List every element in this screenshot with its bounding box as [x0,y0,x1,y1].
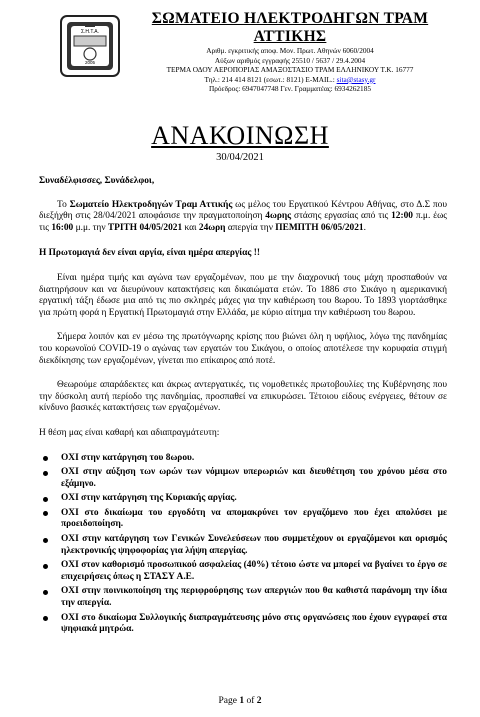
may-day-headline: Η Πρωτομαγιά δεν είναι αργία, είναι ημέρα απεργίας !! [39,248,260,259]
logo-abbrev: Σ.Η.Τ.Α. [80,29,100,35]
logo-year: 2005 [84,60,96,65]
list-item: ΟΧΙ στην ποινικοποίηση της περιφρούρησης των απεργιών που θα καθιστά παράνομη την ίδια την απεργία. [39,586,447,609]
phone-text: Τηλ.: 214 414 8121 (εσωτ.: 8121) E-MAIL.: [204,74,335,84]
paragraph-position: Η θέση μας είναι καθαρή και αδιαπραγμάτευτη: [39,427,220,438]
bullet-icon [43,538,48,543]
announcement-title: ΑΝΑΚΟΙΝΩΣΗ [151,121,329,150]
email-link[interactable]: sita@stasy.gr [336,74,376,84]
bullet-icon [43,590,48,595]
list-item: ΟΧΙ στην κατάργηση της Κυριακής αργίας. [39,493,447,505]
list-item: ΟΧΙ στην κατάργηση των Γενικών Συνελεύσεων που συμμετέχουν οι εργαζόμενοι και ορισμός ηλεκτρονικής ψηφοφορίας για λήψη απεργίας. [39,534,447,557]
page-footer: Page 1 of 2 [218,696,262,706]
org-title: ΣΩΜΑΤΕΙΟ ΗΛΕΚΤΡΟΔΗΓΩΝ ΤΡΑΜ ΑΤΤΙΚΗΣ [151,10,429,45]
officers-line: Πρόεδρος: 6947047748 Γεν. Γραμματέας: 6934262185 [208,84,371,94]
approval-line: Αριθμ. εγκριτικής αποφ. Μον. Πρωτ. Αθηνών 6060/2004 [206,46,374,55]
bullet-icon [43,564,48,569]
bullet-icon [43,497,48,502]
paragraph-government: Θεωρούμε απαράδεκτες και άκρως αντεργατικές, τις νομοθετικές πρωτοβουλίες της Κυβέρνησης που την δύσκολη αυτή περίοδο της πανδημίας, προσπαθεί να επικυρώσει. Τέτοιου είδους ενέργειες, θέτουν σε κίνδυνο βασικές κατακτήσεις των εργαζομένων. [39,380,447,414]
union-logo [59,14,121,78]
greeting: Συναδέλφισσες, Συνάδελφοι, [39,176,155,186]
bullet-icon [43,616,48,621]
registration-line: Αύξων αριθμός εγγραφής 25510 / 5637 / 29.4.2004 [214,55,366,65]
letterhead [130,10,450,94]
list-item: ΟΧΙ στην κατάργηση του 8ωρου. [39,453,447,465]
bullet-icon [43,471,48,476]
list-item: ΟΧΙ στον καθορισμό προσωπικού ασφαλείας (40%) τέτοιο ώστε να μπορεί να βγαίνει το έργο σε επιχειρήσεις όπως η ΣΤΑΣΥ Α.Ε. [39,560,447,583]
paragraph-history: Είναι ημέρα τιμής και αγώνα των εργαζομένων, που με την διαχρονική τους μάχη προσπαθούν να διατηρήσουν και να διευρύνουν κατακτήσεις και δικαιώματα ετών. Το 1886 στο Σικάγο η αμερικανική εργατική τάξη έδωσε μια από τις πιο σκληρές μάχες για την καθιέρωση του 8ωρου. Το 1893 γιορτάσθηκε για πρώτη φορά η Εργατική Πρωτομαγιά στην Ελλάδα, με κύριο αίτημα την καθιέρωση του 8ωρου. [39,272,447,318]
demands-list [39,453,447,636]
announcement-body [39,176,447,639]
announcement-date: 30/04/2021 [216,152,264,163]
bullet-icon [43,511,48,516]
paragraph-pandemic: Σήμερα λοιπόν και εν μέσω της πρωτόγνωρης κρίσης που βιώνει όλη η υφήλιος, λόγω της πανδημίας του κορωνοϊού COVID-19 ο αγώνας των εργατών του Σικάγου, ο οποίος αποτέλεσε την κορυφαία στιγμή διεκδίκησης των εργαζομένων, γίνεται πιο επίκαιρος από ποτέ. [39,332,447,366]
contact-line [130,75,450,85]
list-item: ΟΧΙ στο δικαίωμα του εργοδότη να απομακρύνει τον εργαζόμενο που έχει απολύσει με προειδοποίηση. [39,508,447,531]
list-item: ΟΧΙ στο δικαίωμα Συλλογικής διαπραγμάτευσης μόνο στις οργανώσεις που έχουν εγγραφεί στα ψηφιακά μητρώα. [39,613,447,636]
bullet-icon [43,456,48,461]
list-item: ΟΧΙ στην αύξηση των ωρών των νόμιμων υπερωριών και διευθέτηση του χρόνου μέσα στο εξάμηνο. [39,467,447,490]
address-line: ΤΕΡΜΑ ΟΔΟΥ ΑΕΡΟΠΟΡΙΑΣ ΑΜΑΞΟΣΤΑΣΙΟ ΤΡΑΜ ΕΛΛΗΝΙΚΟΥ Τ.Κ. 16777 [166,65,414,75]
paragraph-strike-decision: Το Σωματείο Ηλεκτροδηγών Τραμ Αττικής ως μέλος του Εργατικού Κέντρου Αθήνας, στο Δ.Σ που διεξήχθη στις 28/04/2021 αποφάσισε την πραγματοποίηση 4ωρης στάσης εργασίας από τις 12:00 π.μ. έως τις 16:00 μ.μ. την ΤΡΙΤΗ 04/05/2021 και 24ωρη απεργία την ΠΕΜΠΤΗ 06/05/2021. [39,199,447,233]
